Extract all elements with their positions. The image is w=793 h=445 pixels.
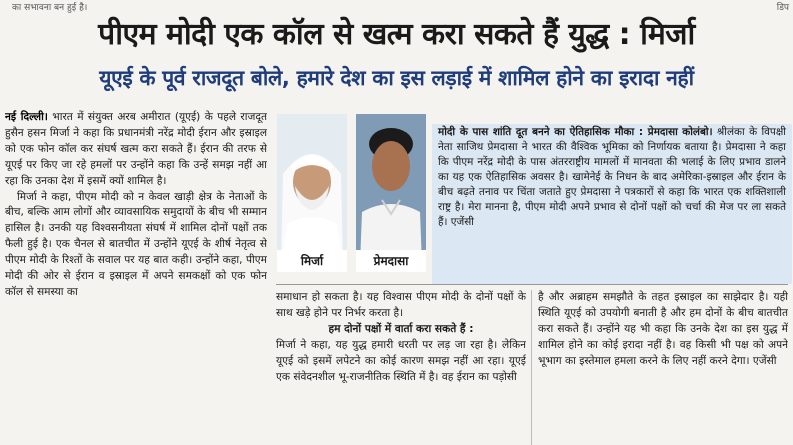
article-paragraph-5: है और अब्राहम समझौते के तहत इस्राइल का साझेदार है। यही स्थिति यूएई को उपयोगी बनाती है और हम दोनों के बीच बातचीत करा सकते हैं। उन्होंने यह भी कहा कि उनके देश का इस युद्ध में शामिल होने का कोई इरादा नहीं है। वह किसी भी पक्ष को अपने भूभाग का इस्तेमाल हमला करने के लिए नहीं करने देगा। एजेंसी xyxy=(538,291,788,367)
headline: पीएम मोदी एक कॉल से खत्म करा सकते हैं युद्ध : मिर्जा xyxy=(98,17,695,52)
article-paragraph-3: समाधान हो सकता है। यह विश्वास पीएम मोदी के दोनों पक्षों के साथ खड़े होने पर निर्भर करता है। xyxy=(276,291,526,319)
premadasa-photo xyxy=(356,114,426,272)
sidebox-body: श्रीलंका के विपक्षी नेता साजिथ प्रेमदासा ने भारत की वैश्विक भूमिका को निर्णायक बताया है। प्रेमदासा ने कहा कि पीएम नरेंद्र मोदी के पास अंतरराष्ट्रीय मामलों में मानवता की भलाई के लिए प्रभाव डालने का यह एक ऐतिहासिक अवसर है। खामेनेई के निधन के बाद अमेरिका-इस्राइल और ईरान के बीच बढ़ते तनाव पर चिंता जताते हुए प्रेमदासा ने पत्रकारों से कहा कि भारत एक शक्तिशाली राष्ट्र है। मेरा मानना है, पीएम मोदी अपने प्रभाव से दोनों पक्षों को चर्चा की मेज पर ला सकते हैं। एजेंसी xyxy=(438,126,786,228)
premadasa-sidebox xyxy=(432,124,792,284)
article-paragraph-4: मिर्जा ने कहा, यह युद्ध हमारी धरती पर लड़ जा रहा है। लेकिन यूएई को इसमें लपेटने का कोई कारण समझ नहीं आ रहा। यूएई एक संवेदनशील भू-राजनीतिक स्थिति में है। वह ईरान का पड़ोसी xyxy=(276,338,526,383)
mirza-portrait-illustration xyxy=(277,114,347,272)
article-subheading: हम दोनों पक्षों में वार्ता करा सकते हैं : xyxy=(328,322,474,335)
mirza-photo xyxy=(277,114,347,272)
article-paragraph-2: मिर्जा ने कहा, पीएम मोदी को न केवल खाड़ी क्षेत्र के नेताओं के बीच, बल्कि आम लोगों और व्यावसायिक समुदायों के बीच भी सम्मान हासिल है। उनकी यह विश्वसनीयता संघर्ष में शामिल दोनों पक्षों तक फैली हुई है। एक चैनल से बातचीत में उन्होंने यूएई के शीर्ष नेतृत्व से पीएम मोदी के रिश्तों के सवाल पर यह बात कही। उन्होंने कहा, पीएम मोदी की ओर से ईरान व इस्राइल में अपने समकक्षों को एक फोन कॉल से समस्या का xyxy=(5,190,267,298)
premadasa-portrait-illustration xyxy=(356,114,426,272)
section-divider xyxy=(276,284,788,285)
top-strip-left-fragment: का सभावना बन हुई है। xyxy=(12,3,88,13)
sidebox-dateline: कोलंबो। xyxy=(682,126,713,138)
article-column-1 xyxy=(5,110,267,445)
column-divider xyxy=(531,290,532,445)
sidebox-heading: मोदी के पास शांति दूत बनने का ऐतिहासिक मौका : प्रेमदासा xyxy=(438,126,678,138)
subheadline: यूएई के पूर्व राजदूत बोले, हमारे देश का इस लड़ाई में शामिल होने का इरादा नहीं xyxy=(99,66,694,90)
article-column-2 xyxy=(276,290,526,445)
article-dateline: नई दिल्ली। xyxy=(5,111,48,123)
mirza-photo-caption: मिर्जा xyxy=(277,250,347,272)
premadasa-photo-caption: प्रेमदासा xyxy=(356,250,426,272)
top-strip-right-fragment: डिप xyxy=(776,3,789,13)
article-paragraph-1 xyxy=(5,110,267,190)
article-p1-text: भारत में संयुक्त अरब अमीरात (यूएई) के पहले राजदूत हुसैन हसन मिर्जा ने कहा कि प्रधानमंत्री नरेंद्र मोदी ईरान और इस्राइल को एक फोन कॉल कर संघर्ष खत्म करा सकते हैं। ईरान की तरफ से यूएई पर किए जा रहे हमलों पर उन्होंने कहा कि उन्हें समझ नहीं आ रहा कि उनका देश में इसमें क्यों शामिल है। xyxy=(5,111,267,187)
article-column-3 xyxy=(538,290,788,445)
